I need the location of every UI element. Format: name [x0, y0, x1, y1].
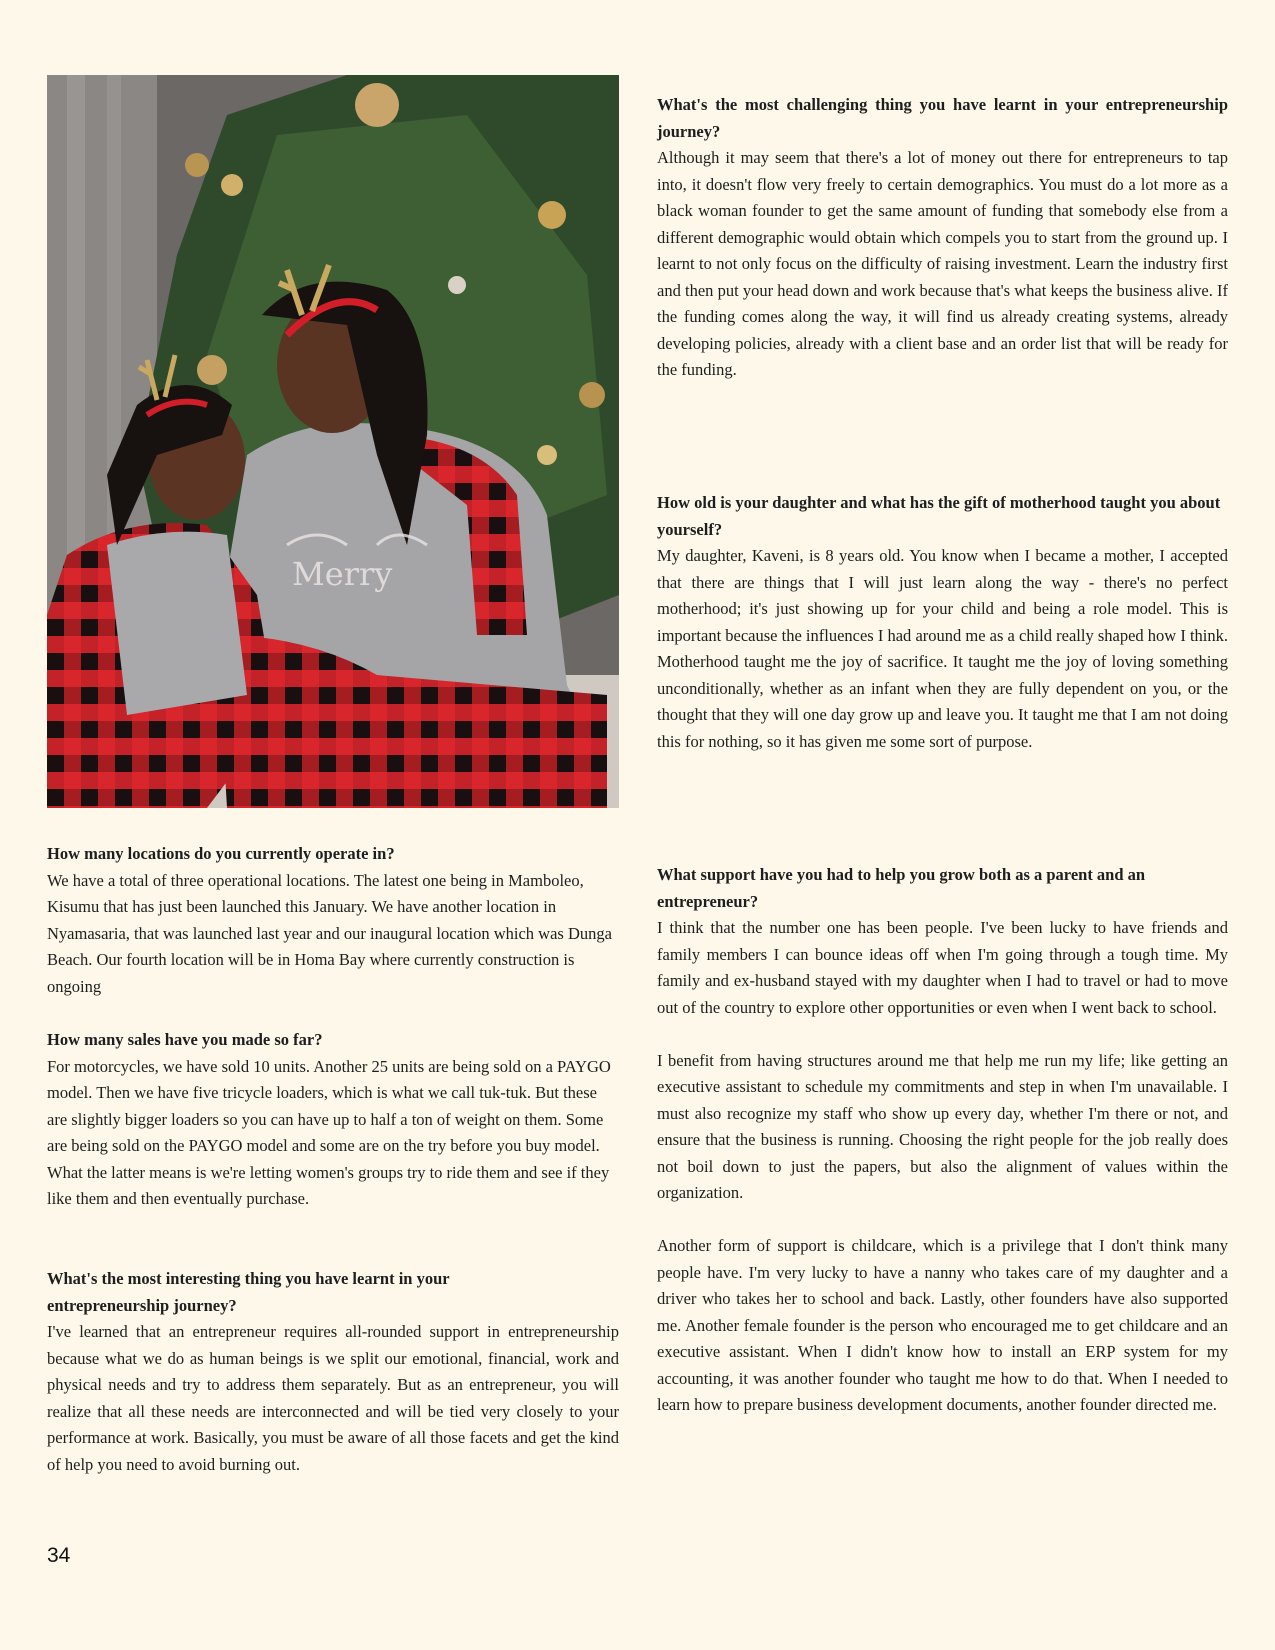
answer-text: I benefit from having structures around me that help me run my life; like getting an executive assistant to schedule my commitments and step in when I'm unavailable. I must also recognize my staff who show up every day, whether I'm there or not, and ensure that the business is running. Choosing the right people for the job really does not boil down to just the papers, but also the alignment of values within the organization. — [657, 1050, 1228, 1202]
qa-challenging — [657, 92, 1228, 384]
answer-text: I've learned that an entrepreneur requires all-rounded support in entrepreneurship because what we do as human beings is we split our emotional, financial, work and physical needs and try to address them separately. But as an entrepreneur, you will realize that all these needs are interconnected and will be tied very closely to your performance at work. Basically, you must be aware of all those facets and get the kind of help you need to avoid burning out. — [47, 1322, 619, 1474]
qa-support — [657, 862, 1228, 1419]
question-heading: What's the most interesting thing you have learnt in your entrepreneurship journey? — [47, 1269, 450, 1315]
qa-daughter — [657, 490, 1228, 755]
qa-locations — [47, 841, 619, 1000]
answer-text: Another form of support is childcare, which is a privilege that I don't think many people have. I'm very lucky to have a nanny who takes care of my daughter and a driver who takes her to school and back. Lastly, other founders have also supported me. Another female founder is the person who encouraged me to get childcare and an executive assistant. When I didn't know how to install an ERP system for my accounting, it was another founder who taught me how to do that. When I needed to learn how to prepare business development documents, another founder directed me. — [657, 1236, 1228, 1414]
photo-mother-daughter-christmas — [47, 75, 619, 808]
svg-text:Merry: Merry — [292, 555, 393, 593]
question-heading: How many sales have you made so far? — [47, 1030, 323, 1049]
qa-interesting — [47, 1266, 619, 1478]
article-photo — [47, 75, 619, 808]
question-heading: What's the most challenging thing you have learnt in your entrepreneurship journey? — [657, 95, 1228, 141]
qa-sales — [47, 1027, 619, 1213]
answer-text: I think that the number one has been people. I've been lucky to have friends and family members I can bounce ideas off when I'm going through a tough time. My family and ex-husband stayed with my daughter when I had to travel or had to move out of the country to explore other opportunities or even when I went back to school. — [657, 918, 1228, 1017]
question-heading: How many locations do you currently operate in? — [47, 844, 395, 863]
answer-text: My daughter, Kaveni, is 8 years old. You know when I became a mother, I accepted that there are things that I will just learn along the way - there's no perfect motherhood; it's just showing up for your child and being a role model. This is important because the influences I had around me as a child really shaped how I think. Motherhood taught me the joy of sacrifice. It taught me the joy of loving something unconditionally, whether as an infant when they are fully dependent on you, or the thought that they will one day grow up and leave you. It taught me that I am not doing this for nothing, so it has given me some sort of purpose. — [657, 546, 1228, 751]
answer-text: For motorcycles, we have sold 10 units. Another 25 units are being sold on a PAYGO model. Then we have five tricycle loaders, which is what we call tuk-tuk. But these are slightly bigger loaders so you can have up to half a ton of weight on them. Some are being sold on the PAYGO model and some are on the try before you buy model. What the latter means is we're letting women's groups try to ride them and see if they like them and then eventually purchase. — [47, 1056, 611, 1208]
page-number: 34 — [47, 1544, 71, 1567]
question-heading: What support have you had to help you grow both as a parent and an entrepreneur? — [657, 865, 1146, 911]
answer-text: We have a total of three operational locations. The latest one being in Mamboleo, Kisumu that has just been launched this January. We have another location in Nyamasaria, that was launched last year and our inaugural location which was Dunga Beach. Our fourth location will be in Homa Bay where currently construction is ongoing — [47, 870, 612, 996]
answer-text: Although it may seem that there's a lot of money out there for entrepreneurs to tap into, it doesn't flow very freely to certain demographics. You must do a lot more as a black woman founder to get the same amount of funding that somebody else from a different demographic would obtain which compels you to start from the ground up. I learnt to not only focus on the difficulty of raising investment. Learn the industry first and then put your head down and work because that's what keeps the business alive. If the funding comes along the way, it will find us already creating systems, already developing policies, already with a client base and an order list that will be ready for the funding. — [657, 148, 1228, 379]
question-heading: How old is your daughter and what has the gift of motherhood taught you about yourself? — [657, 493, 1221, 539]
